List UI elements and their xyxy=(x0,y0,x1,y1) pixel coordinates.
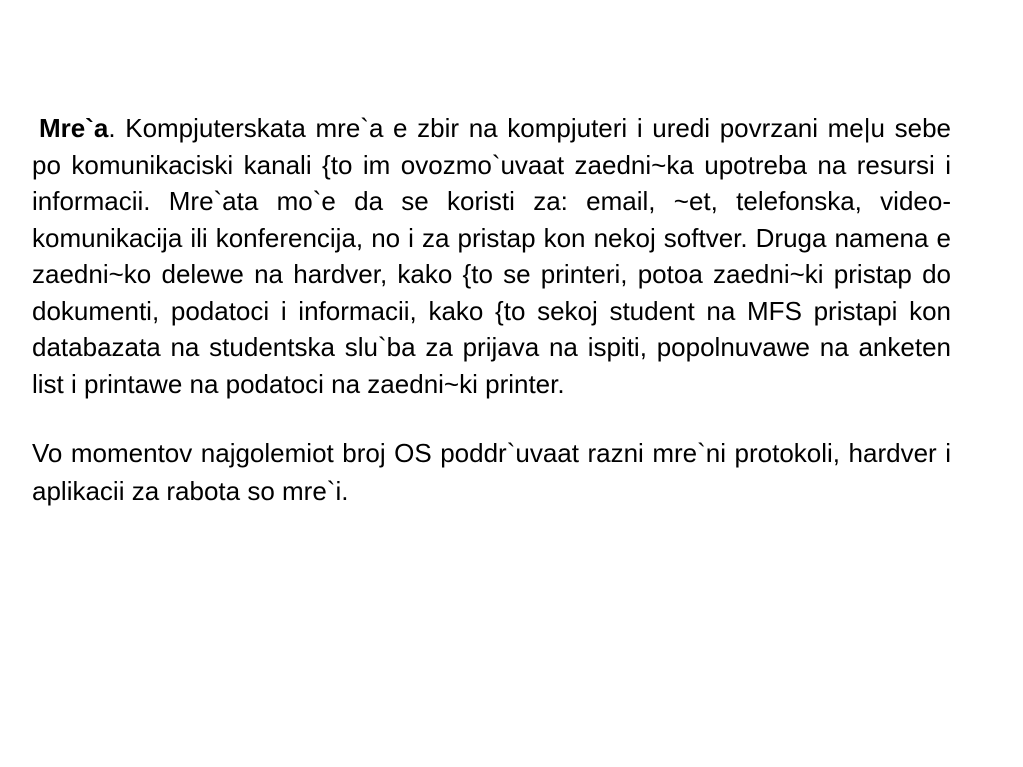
paragraph-network-definition xyxy=(32,110,951,402)
paragraph-body: . Kompjuterskata mre`a e zbir na kompjuteri i uredi povrzani me|u sebe po komunikaciski kanali {to im ovozmo`uvaat zaedni~ka upotreba na resursi i informacii. Mre`ata mo`e da se koristi za: email, ~et, telefonska, video-komunikacija ili konferencija, no i za pristap kon nekoj softver. Druga namena e zaedni~ko delewe na hardver, kako {to se printeri, potoa zaedni~ki pristap do dokumenti, podatoci i informacii, kako {to sekoj student na MFS pristapi kon databazata na studentska slu`ba za prijava na ispiti, popolnuvawe na anketen list i printawe na podatoci na zaedni~ki printer. xyxy=(32,113,951,399)
paragraph-os-support: Vo momentov najgolemiot broj OS poddr`uvaat razni mre`ni protokoli, hardver i aplikacii za rabota so mre`i. xyxy=(32,438,951,506)
slide-content xyxy=(32,110,951,510)
paragraph-term: Mre`a xyxy=(39,113,109,143)
